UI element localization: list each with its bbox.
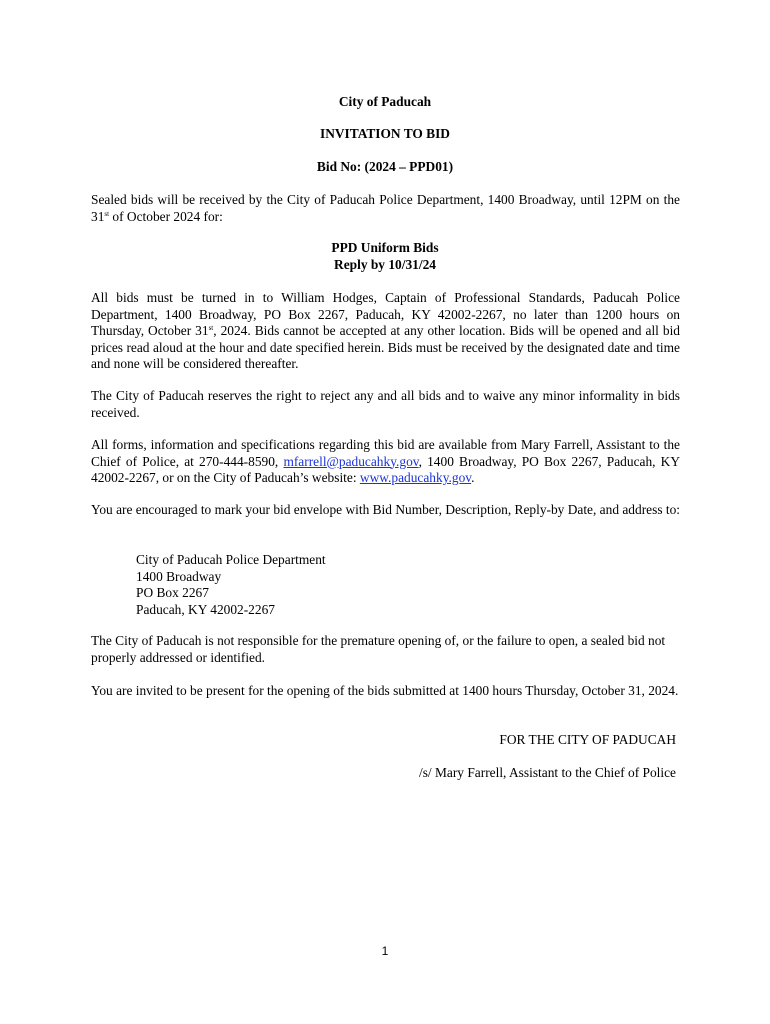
intro-paragraph <box>91 192 680 225</box>
email-link[interactable]: mfarrell@paducahky.gov <box>283 453 419 469</box>
responsibility-paragraph: The City of Paducah is not responsible for the premature opening of, or the failure to open, a sealed bid not properly addressed or identified. <box>91 633 666 665</box>
intro-text-after: of October 2024 for: <box>109 208 223 224</box>
subject-title: PPD Uniform Bids <box>331 240 439 255</box>
address-line-4: Paducah, KY 42002-2267 <box>136 601 275 617</box>
opening-paragraph: You are invited to be present for the opening of the bids submitted at 1400 hours Thursday, October 31, 2024. <box>91 683 679 698</box>
page-number: 1 <box>381 944 389 958</box>
submission-superscript: st <box>208 324 214 332</box>
forms-text-before: All forms, information and specifications regarding this bid are available from Mary Farrell, Assistant to the Chief of Police, at 270-444-8590, <box>91 437 680 469</box>
signature-for-line: FOR THE CITY OF PADUCAH <box>499 732 676 747</box>
bid-number-heading: Bid No: (2024 – PPD01) <box>316 159 454 174</box>
address-line-2: 1400 Broadway <box>136 568 222 584</box>
intro-text-before: Sealed bids will be received by the City of Paducah Police Department, 1400 Broadway, until 12PM on the 31 <box>91 192 680 224</box>
address-line-3: PO Box 2267 <box>136 585 209 600</box>
intro-superscript: st <box>104 209 110 218</box>
signature-signed-line: /s/ Mary Farrell, Assistant to the Chief of Police <box>419 765 676 780</box>
submission-paragraph <box>91 290 680 373</box>
subject-reply-date: Reply by 10/31/24 <box>334 257 436 272</box>
address-line-1: City of Paducah Police Department <box>136 552 326 567</box>
submission-text-after: , 2024. Bids cannot be accepted at any other location. Bids will be opened and all bid prices read aloud at the hour and date specified herein. Bids must be received by the designated date and time and none will be considered thereafter. <box>91 323 680 371</box>
website-link[interactable]: www.paducahky.gov <box>359 470 472 485</box>
forms-text-after: . <box>471 470 475 485</box>
envelope-paragraph: You are encouraged to mark your bid envelope with Bid Number, Description, Reply-by Date, and address to: <box>91 502 681 517</box>
invitation-heading: INVITATION TO BID <box>320 126 450 141</box>
forms-paragraph <box>91 437 680 487</box>
mailing-address <box>136 552 326 618</box>
forms-text-middle: , 1400 Broadway, PO Box 2267, Paducah, KY 42002-2267, or on the City of Paducah’s website: <box>91 453 681 485</box>
city-heading: City of Paducah <box>338 94 432 109</box>
submission-text-before: All bids must be turned in to William Hodges, Captain of Professional Standards, Paducah Police Department, 1400 Broadway, PO Box 2267, Paducah, KY 42002-2267, no later than 1200 hours on Thursday, October 31 <box>91 290 680 338</box>
rights-paragraph: The City of Paducah reserves the right to reject any and all bids and to waive any minor informality in bids received. <box>91 388 680 420</box>
